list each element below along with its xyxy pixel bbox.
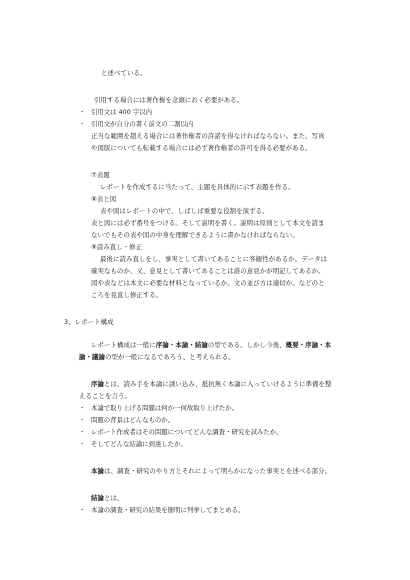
conclusion-bullet-text: 本論の調査・研究の結果を簡明に列挙してまとめる。 (91, 506, 245, 514)
intro-bullet-text: 問題の背景はどんなものか。 (91, 416, 175, 424)
bold-term: 概要・序論・本 (285, 341, 332, 349)
conclusion-bullet (79, 506, 244, 516)
intro-bullet (79, 440, 187, 450)
figure-item-body-line: 表と図には必ず番号をつける。そして説明を書く。説明は原則として本文を読ま (91, 219, 325, 227)
bold-term: 論・議論 (79, 353, 105, 361)
bold-term: 結論 (91, 494, 104, 502)
text-run: とは、読み手を本論に誘い込み、抵抗無く本論に入っていけるように準備を整 (103, 380, 332, 388)
intro-bullet (79, 416, 174, 426)
intro-bullet-text: そしてどんな結論に到達したか。 (91, 440, 187, 448)
structure-paragraph-line (91, 341, 331, 351)
revise-item-body-line: ころを見直し修正する。 (91, 291, 163, 299)
bullet-marker: ・ (79, 440, 86, 448)
revise-item-body-line: 確実なものか、又、意見として書いてあることは誰の意見かが明記してあるか。 (91, 267, 325, 275)
revise-item-heading: ⑨読み直し・修正 (91, 243, 143, 251)
title-item-heading: ⑦表題 (91, 171, 110, 179)
citation-bullet (79, 120, 193, 130)
text-run: は、調査・研究のやり方とそれによって明らかになった事実とを述べる部分。 (103, 467, 332, 475)
intro-bullet (79, 428, 283, 438)
text-run: の型が一般になるであろう、と考えられる。 (104, 353, 235, 361)
citation-lead: 引用する場合には著作権を念頭におく必要がある。 (94, 96, 244, 104)
intro-bullet (79, 404, 238, 414)
intro-definition-line (91, 380, 332, 390)
quote-end-line: と述べている。 (101, 69, 147, 77)
intro-definition-line: えることを言う。 (79, 392, 131, 400)
bold-term: 序論 (91, 380, 104, 388)
citation-cont-line: 正当な範囲を超える場合には著作権者の許諾を得なければならない。また、写真 (91, 132, 325, 140)
bullet-marker: ・ (79, 108, 86, 116)
bullet-marker: ・ (79, 120, 86, 128)
bullet-marker: ・ (79, 428, 86, 436)
figure-item-body-line: ないでもその表や図の中身を理解できるように書かなければならない。 (91, 231, 299, 239)
bullet-marker: ・ (79, 404, 86, 412)
revise-item-body-line: 図や表などは本文に必要な材料となっているか。文の並び方は適切か。などのと (91, 279, 325, 287)
citation-bullet-text: 引用文が自分の書く前文の二割以内 (91, 120, 194, 128)
section-heading: 3、レポート構成 (64, 318, 114, 326)
bullet-marker: ・ (79, 506, 86, 514)
conclusion-definition-line (91, 494, 123, 504)
text-run: レポート構成は一般に (91, 341, 156, 349)
intro-bullet-text: 本論で取り上げる問題は何か一何故取り上げたか。 (91, 404, 238, 412)
bold-term: 本論 (91, 467, 104, 475)
bullet-marker: ・ (79, 416, 86, 424)
intro-bullet-text: レポート作成者はその問題についてどんな調査・研究を試みたか。 (91, 428, 283, 436)
body-definition-line (91, 467, 331, 477)
citation-cont-line: や図版についても転載する場合には必ず著作権者の許可を得る必要がある。 (91, 144, 312, 152)
citation-bullet (79, 108, 152, 118)
structure-paragraph-line (79, 353, 235, 363)
title-item-body: レポートを作成するに当たって、主題を具体的に示す表題を作る。 (100, 183, 295, 191)
figure-item-body-line: 表や図はレポートの中で、しばしば重要な役割を演ずる。 (100, 207, 269, 215)
text-run: の型である。しかし今後、 (207, 341, 286, 349)
citation-bullet-text: 引用文は 400 字以内 (91, 108, 152, 116)
figure-item-heading: ⑧表と図 (91, 195, 117, 203)
text-run: とは、 (103, 494, 124, 502)
revise-item-body-line: 最後に読み直しをし、事実として書いてあることに客観性があるか。データは (100, 255, 328, 263)
bold-term: 序論・本論・結論 (155, 341, 208, 349)
